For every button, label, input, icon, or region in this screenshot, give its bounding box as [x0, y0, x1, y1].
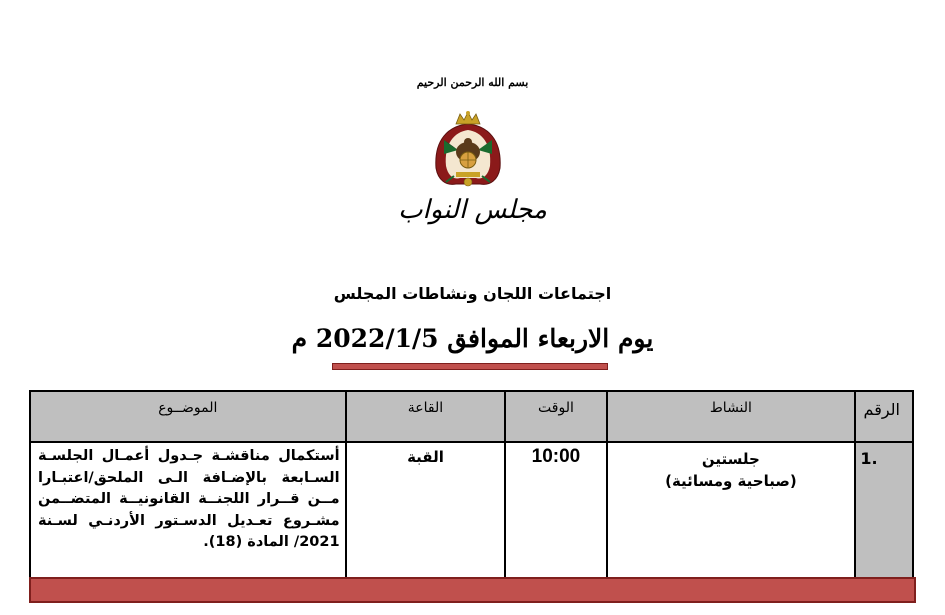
header-time: الوقت	[505, 391, 606, 442]
basmala-text: بسم الله الرحمن الرحيم	[416, 76, 529, 89]
schedule-table	[29, 390, 914, 579]
title-underline	[332, 363, 608, 370]
table-header-row	[30, 391, 913, 442]
header-subject: الموضــوع	[30, 391, 346, 442]
activity-text-line2: (صباحية ومسائية)	[665, 472, 797, 490]
cell-number: 1.	[855, 442, 913, 578]
hall-text: القبة	[407, 448, 444, 466]
header-number: الرقم	[855, 391, 913, 442]
header-activity: النشاط	[607, 391, 856, 442]
cell-subject	[30, 442, 346, 578]
committees-title: اجتماعات اللجان ونشاطات المجلس	[333, 284, 612, 303]
activity-text-line1: جلستين	[701, 450, 760, 468]
parliament-name-logo: مجلس النواب	[398, 195, 547, 225]
cell-time	[505, 442, 606, 578]
header-hall: القاعة	[346, 391, 506, 442]
day-title: يوم الاربعاء الموافق 2022/1/5 م	[291, 324, 654, 353]
footer-bar	[29, 577, 916, 603]
subject-text: أستكمال مناقشـة جـدول أعمـال الجلسـة السـابعة بالإضـافة الـى الملحق/اعتبـارا مــن قــرار اللجنــة القانونيــة المتضــمن مشـروع تعـديل الدسـتور الأردنـي لسـنة 2021/ المادة (18).	[38, 448, 340, 550]
time-text: 10:00	[531, 446, 581, 467]
table-row	[30, 442, 913, 578]
cell-activity	[607, 442, 856, 578]
jordan-coat-of-arms-icon	[426, 110, 510, 192]
cell-hall	[346, 442, 506, 578]
